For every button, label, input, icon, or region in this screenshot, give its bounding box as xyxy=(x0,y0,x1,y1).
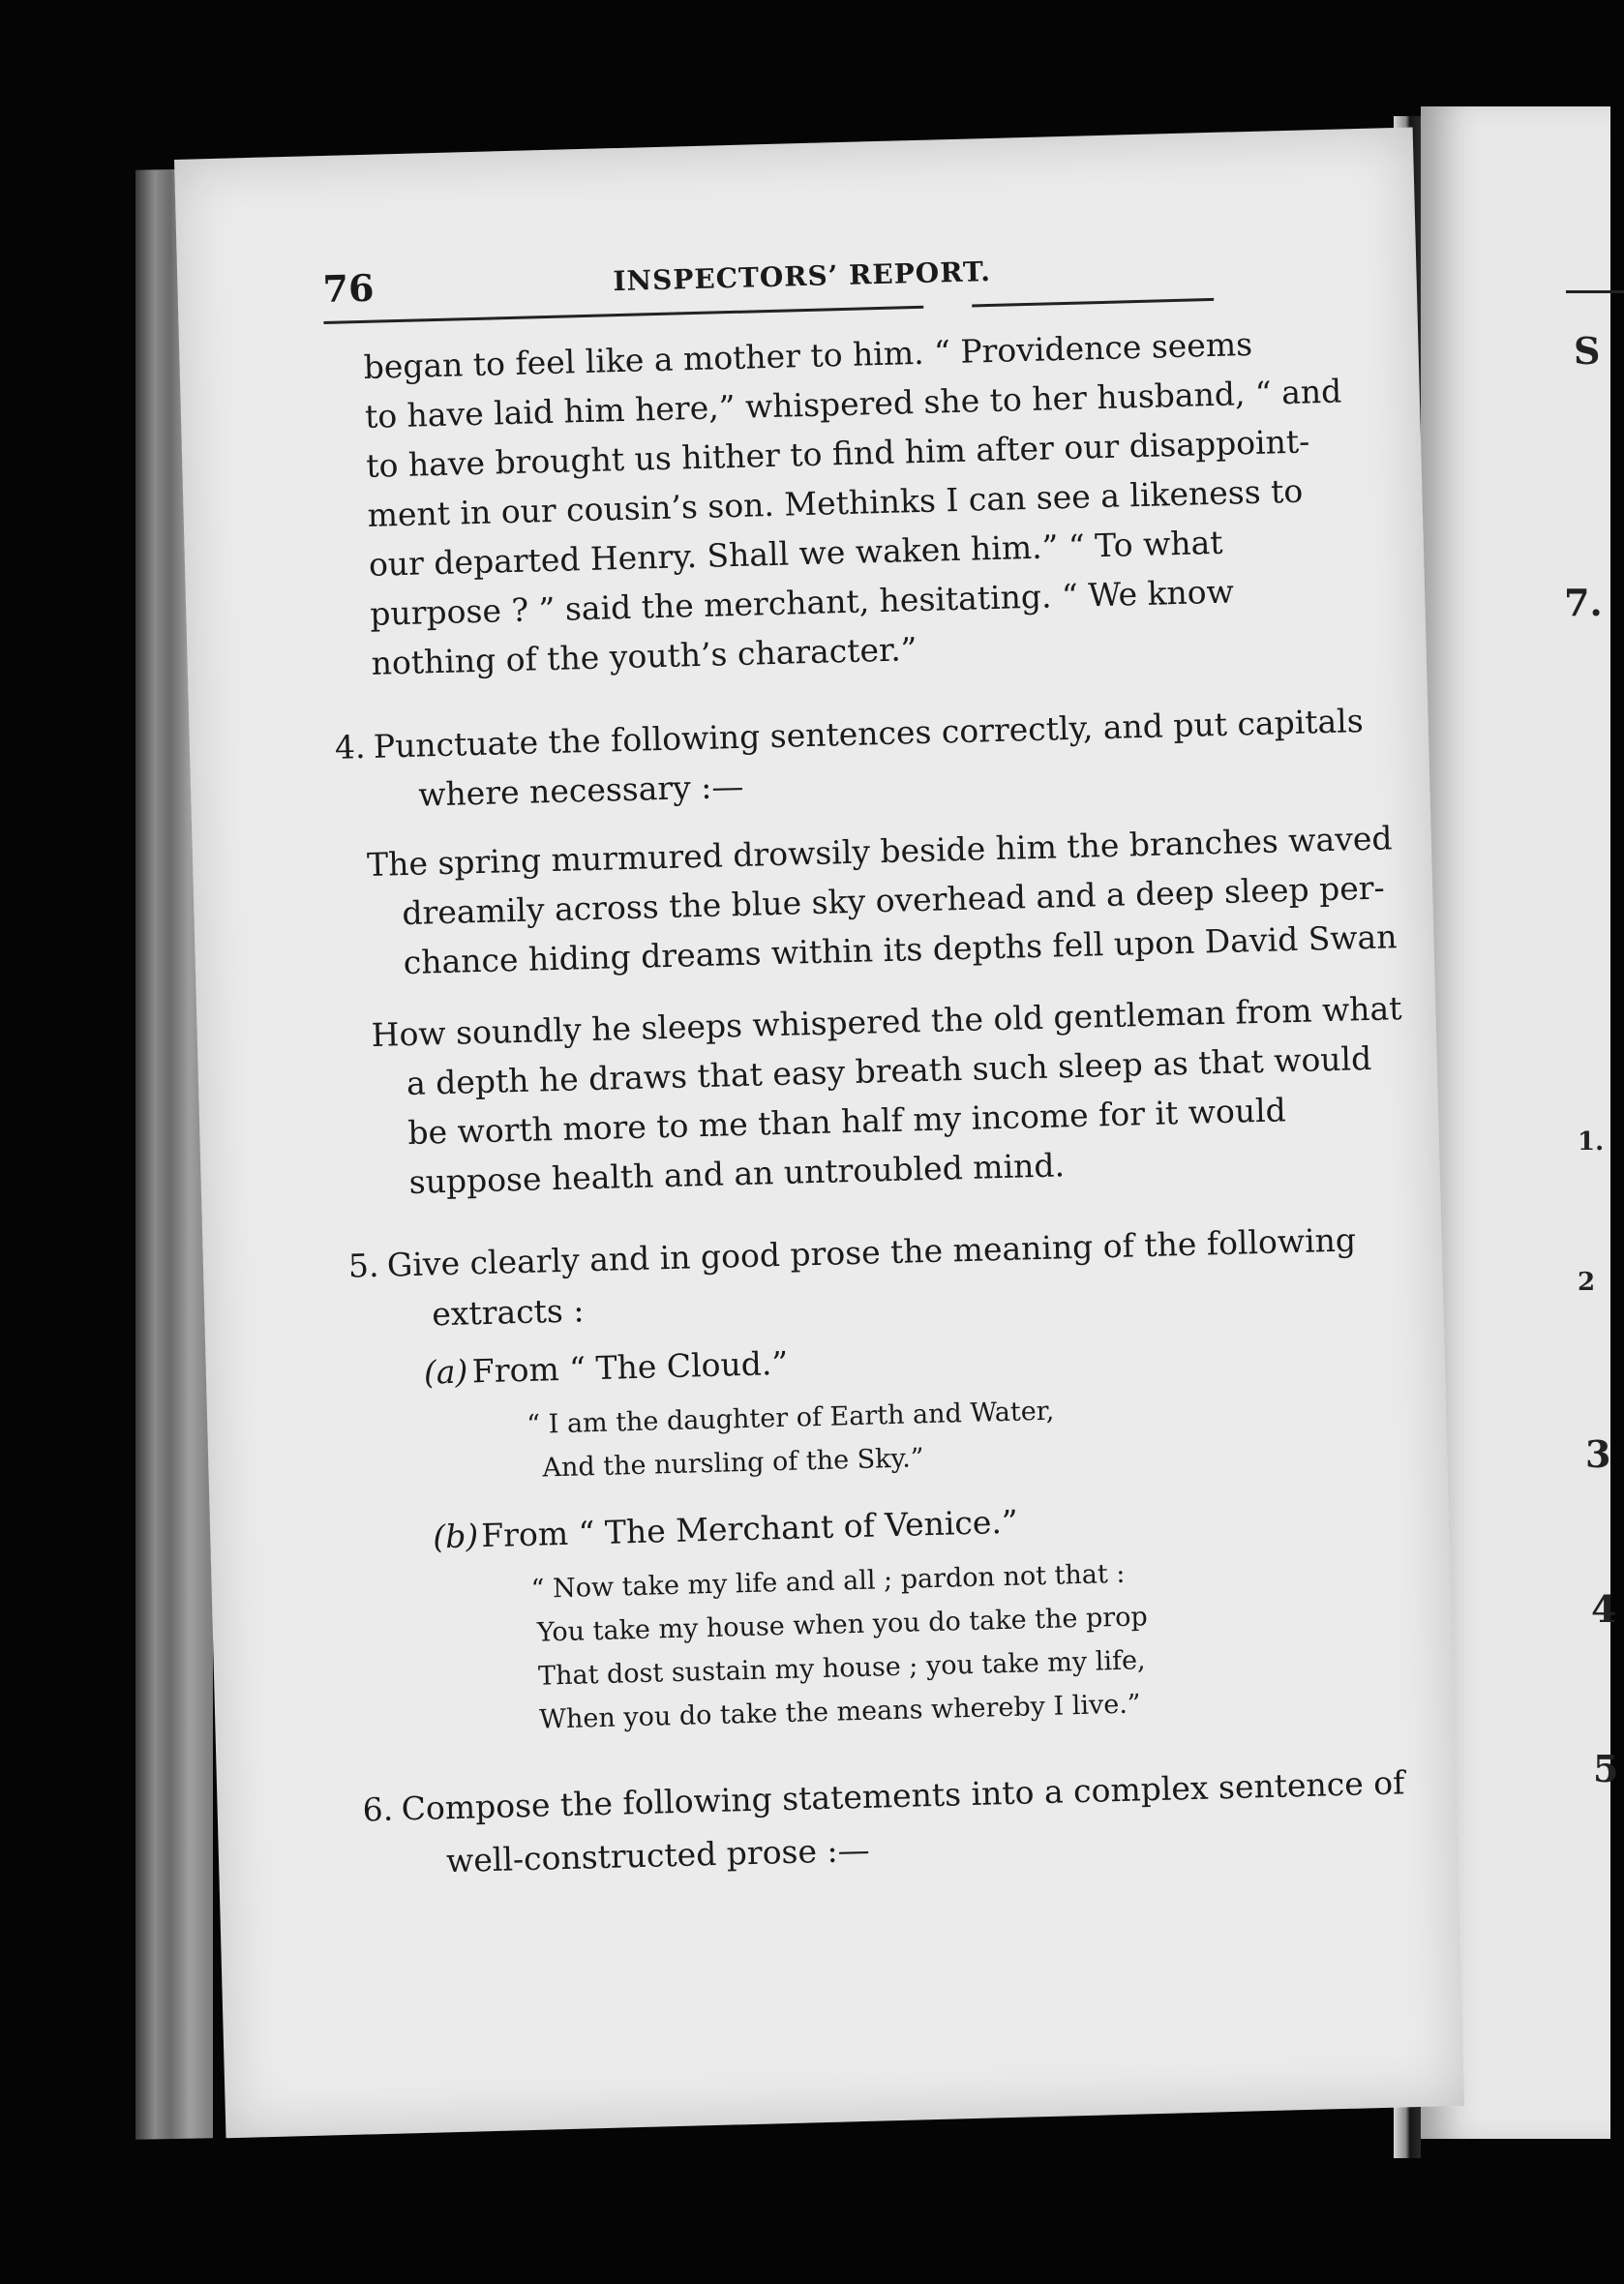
page-header xyxy=(322,239,1398,335)
passage-line: our departed Henry. Shall we waken him.” “ To what xyxy=(368,523,1223,584)
running-title: INSPECTORS’ REPORT. xyxy=(613,255,992,298)
question-text: well-constructed prose :— xyxy=(445,1830,871,1880)
exercise-sentence-line: a depth he draws that easy breath such sleep as that would xyxy=(406,1038,1372,1103)
book-page xyxy=(174,127,1464,2138)
facing-page-mark: 3 xyxy=(1585,1432,1611,1476)
question-number: 5. xyxy=(347,1246,379,1285)
facing-page-mark: 5 xyxy=(1593,1747,1619,1790)
question-text: Punctuate the following sentences correctly, and put capitals xyxy=(373,702,1365,766)
exercise-sentence-line: How soundly he sleeps whispered the old gentleman from what xyxy=(371,989,1402,1054)
passage-line: nothing of the youth’s character.” xyxy=(371,630,918,682)
facing-page-mark: S xyxy=(1574,329,1601,373)
exercise-sentence-line: chance hiding dreams within its depths fell upon David Swan xyxy=(403,917,1398,982)
extract-label: (a) xyxy=(423,1352,468,1392)
passage-line: to have brought us hither to find him after our disappoint- xyxy=(365,422,1310,485)
passage-line: began to feel like a mother to him. “ Providence seems xyxy=(363,324,1253,386)
question-number: 6. xyxy=(362,1789,394,1829)
question-text: Give clearly and in good prose the meaning of the following xyxy=(386,1220,1357,1284)
extract-quote-line: “ Now take my life and all ; pardon not that : xyxy=(530,1558,1126,1605)
extract-label: (b) xyxy=(432,1517,479,1556)
facing-page-mark: 4 xyxy=(1591,1587,1617,1631)
facing-page-mark: 1. xyxy=(1578,1127,1605,1157)
exercise-sentence-line: suppose health and an untroubled mind. xyxy=(408,1146,1066,1202)
extract-quote-line: That dost sustain my house ; you take my life, xyxy=(537,1645,1146,1692)
exercise-sentence-line: The spring murmured drowsily beside him the branches waved xyxy=(366,819,1393,885)
extract-quote-line: You take my house when you do take the prop xyxy=(536,1602,1149,1648)
page-number: 76 xyxy=(321,265,376,312)
page-content xyxy=(174,127,1464,2138)
question-number: 4. xyxy=(334,728,366,766)
question-text: Compose the following statements into a complex sentence of xyxy=(401,1763,1405,1828)
question-text: extracts : xyxy=(431,1291,585,1334)
facing-page-mark: 2 xyxy=(1578,1268,1596,1297)
exercise-sentence-line: be worth more to me than half my income for it would xyxy=(406,1091,1287,1153)
passage-line: ment in our cousin’s son. Methinks I can see a likeness to xyxy=(367,471,1304,534)
extract-quote-line: And the nursling of the Sky.” xyxy=(542,1443,924,1484)
extract-quote-line: When you do take the means whereby I live.” xyxy=(538,1689,1142,1735)
passage-line: to have laid him here,” whispered she to her husband, “ and xyxy=(364,372,1342,436)
header-rule xyxy=(972,298,1214,308)
exercise-sentence-line: dreamily across the blue sky overhead and a deep sleep per- xyxy=(401,868,1386,933)
question-text: where necessary :— xyxy=(417,766,744,814)
extract-quote-line: “ I am the daughter of Earth and Water, xyxy=(526,1396,1055,1440)
header-rule xyxy=(323,306,923,324)
extract-source: From “ The Merchant of Venice.” xyxy=(480,1502,1019,1555)
facing-page-mark: 7. xyxy=(1564,581,1603,624)
facing-page-rule xyxy=(1566,290,1624,293)
passage-line: purpose ? ” said the merchant, hesitating. “ We know xyxy=(369,572,1235,633)
extract-source: From “ The Cloud.” xyxy=(471,1343,789,1391)
